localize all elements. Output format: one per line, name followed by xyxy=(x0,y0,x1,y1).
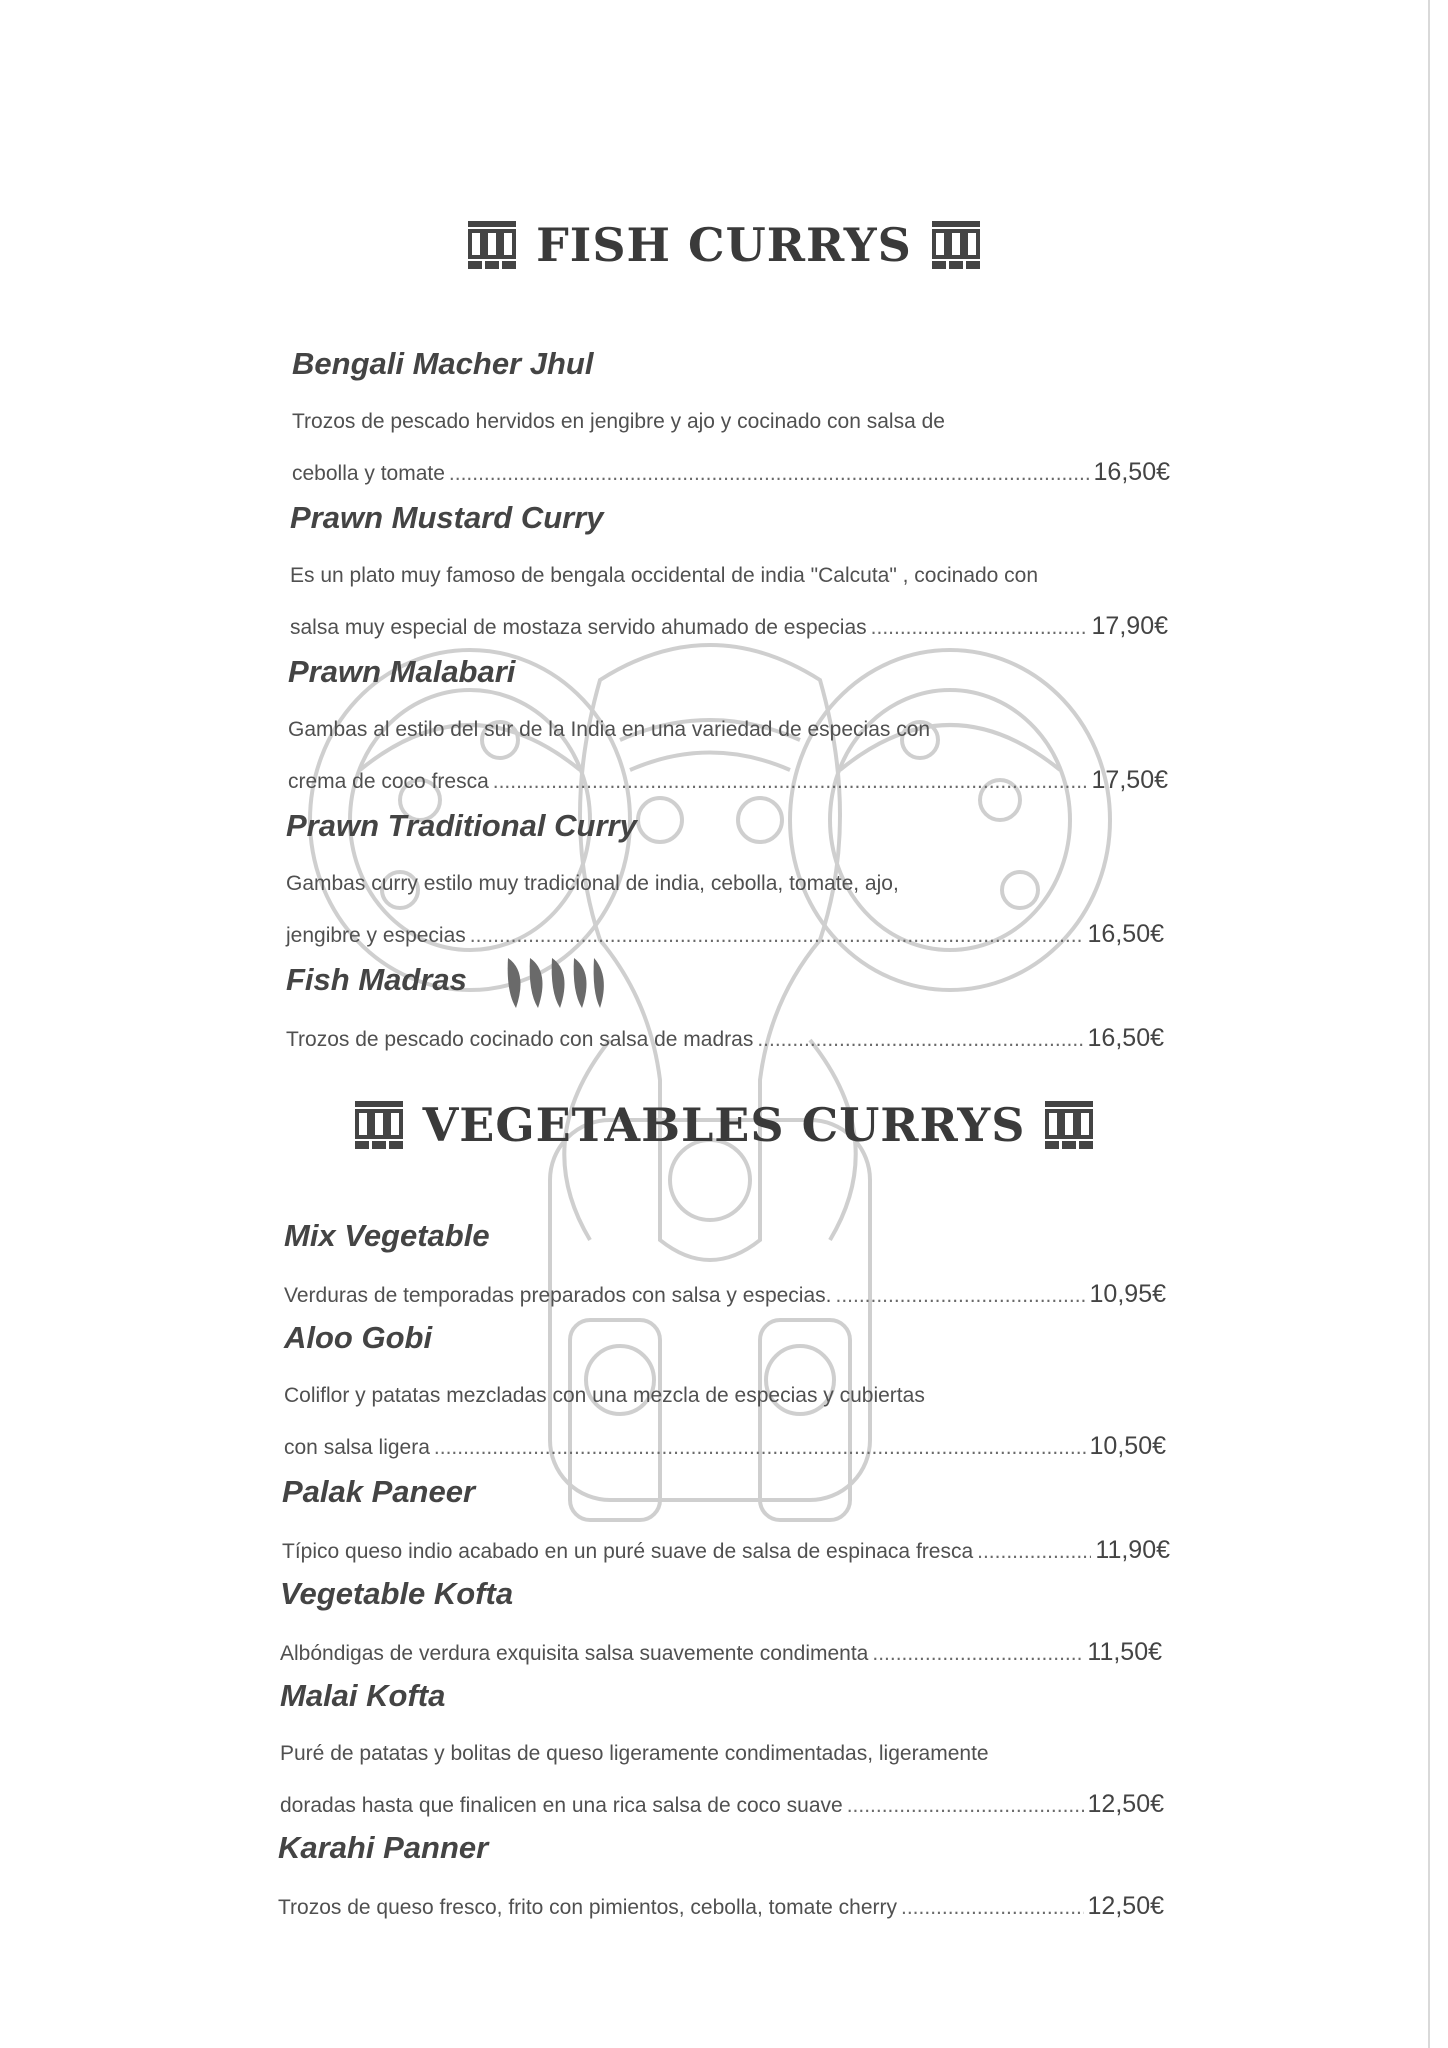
item-description: Coliflor y patatas mezcladas con una mezcla de especias y cubiertas xyxy=(284,1384,925,1407)
item-price: 10,95€ xyxy=(1089,1280,1166,1308)
dot-leader xyxy=(901,1896,1084,1920)
item-name: Fish Madras xyxy=(286,962,467,997)
item-description: con salsa ligera xyxy=(284,1436,430,1459)
dot-leader xyxy=(871,616,1088,640)
item-price: 12,50€ xyxy=(1087,1892,1164,1920)
item-price-row xyxy=(286,1024,1164,1053)
dot-leader xyxy=(470,924,1084,948)
dot-leader xyxy=(449,462,1090,486)
item-price-row xyxy=(284,1280,1166,1309)
ornament-icon xyxy=(1043,1099,1095,1151)
ornament-icon xyxy=(930,219,982,271)
item-description: Verduras de temporadas preparados con salsa y especias. xyxy=(284,1284,832,1307)
item-name: Aloo Gobi xyxy=(284,1320,433,1355)
section-title-fish xyxy=(0,218,1448,272)
item-description: Es un plato muy famoso de bengala occidental de india "Calcuta" , cocinado con xyxy=(290,564,1039,587)
item-description: Puré de patatas y bolitas de queso ligeramente condimentadas, ligeramente xyxy=(280,1742,989,1765)
item-price-row xyxy=(280,1790,1164,1819)
ornament-icon xyxy=(466,219,518,271)
item-name: Malai Kofta xyxy=(280,1678,446,1713)
item-description: Típico queso indio acabado en un puré suave de salsa de espinaca fresca xyxy=(282,1540,974,1563)
item-description: salsa muy especial de mostaza servido ahumado de especias xyxy=(290,616,867,639)
item-price: 11,90€ xyxy=(1095,1536,1170,1564)
chili-pepper-icon xyxy=(500,952,610,1014)
item-price-row xyxy=(280,1638,1162,1667)
item-name: Karahi Panner xyxy=(278,1830,489,1865)
item-description: Trozos de queso fresco, frito con pimientos, cebolla, tomate cherry xyxy=(278,1896,898,1919)
dot-leader xyxy=(872,1642,1083,1666)
item-price-row xyxy=(288,766,1168,795)
item-price-row xyxy=(286,920,1164,949)
item-description: Trozos de pescado hervidos en jengibre y ajo y cocinado con salsa de xyxy=(292,410,945,433)
item-price-row xyxy=(292,458,1170,487)
dot-leader xyxy=(977,1540,1091,1564)
dot-leader xyxy=(434,1436,1086,1460)
item-price: 17,50€ xyxy=(1091,766,1168,794)
item-price-row xyxy=(282,1536,1170,1565)
section-title-text: VEGETABLES CURRYS xyxy=(422,1098,1026,1152)
page-edge xyxy=(1428,0,1430,2048)
item-name: Mix Vegetable xyxy=(284,1218,490,1253)
item-name: Prawn Mustard Curry xyxy=(290,500,604,535)
item-price: 16,50€ xyxy=(1087,920,1164,948)
item-description: Albóndigas de verdura exquisita salsa suavemente condimenta xyxy=(280,1642,869,1665)
item-price-row xyxy=(278,1892,1164,1921)
item-price: 16,50€ xyxy=(1093,458,1170,486)
item-price: 16,50€ xyxy=(1087,1024,1164,1052)
item-name: Prawn Traditional Curry xyxy=(286,808,637,843)
item-description: cebolla y tomate xyxy=(292,462,445,485)
dot-leader xyxy=(757,1028,1083,1052)
item-description: doradas hasta que finalicen en una rica salsa de coco suave xyxy=(280,1794,843,1817)
section-title-vegetables xyxy=(0,1098,1448,1152)
item-name: Palak Paneer xyxy=(282,1474,476,1509)
dot-leader xyxy=(836,1284,1086,1308)
item-price: 17,90€ xyxy=(1091,612,1168,640)
item-name: Vegetable Kofta xyxy=(280,1576,514,1611)
dot-leader xyxy=(493,770,1088,794)
item-name: Prawn Malabari xyxy=(288,654,516,689)
item-description: Gambas curry estilo muy tradicional de india, cebolla, tomate, ajo, xyxy=(286,872,899,895)
item-description: Gambas al estilo del sur de la India en una variedad de especias con xyxy=(288,718,931,741)
item-description: jengibre y especias xyxy=(286,924,466,947)
item-price: 11,50€ xyxy=(1087,1638,1162,1666)
item-name: Bengali Macher Jhul xyxy=(292,346,594,381)
ornament-icon xyxy=(353,1099,405,1151)
item-price-row xyxy=(284,1432,1166,1461)
item-price: 10,50€ xyxy=(1089,1432,1166,1460)
item-description: crema de coco fresca xyxy=(288,770,489,793)
dot-leader xyxy=(847,1794,1084,1818)
item-price: 12,50€ xyxy=(1087,1790,1164,1818)
section-title-text: FISH CURRYS xyxy=(536,218,912,272)
item-description: Trozos de pescado cocinado con salsa de madras xyxy=(286,1028,754,1051)
item-price-row xyxy=(290,612,1168,641)
